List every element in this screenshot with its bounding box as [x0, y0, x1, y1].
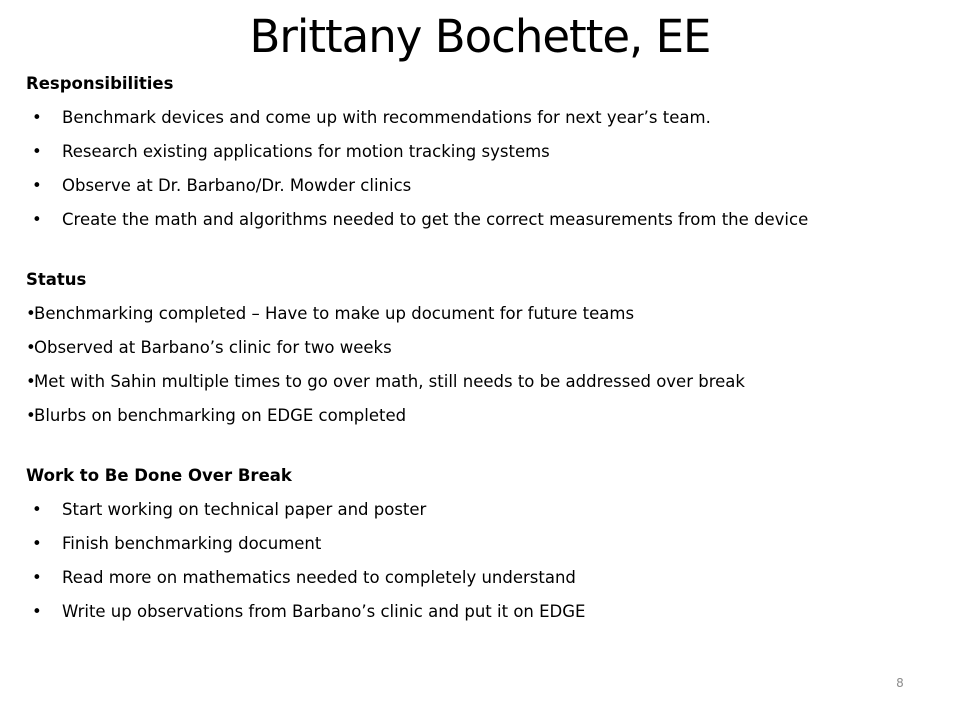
status-list	[26, 302, 906, 428]
slide-title: Brittany Bochette, EE	[249, 10, 711, 63]
slide-content	[26, 72, 906, 624]
bullet-icon: •	[32, 176, 42, 195]
bullet-icon: •	[32, 534, 42, 553]
list-item: • Finish benchmarking document	[26, 532, 906, 556]
spacer	[26, 232, 906, 268]
bullet-icon: •	[32, 568, 42, 587]
list-item: • Write up observations from Barbano’s clinic and put it on EDGE	[26, 600, 906, 624]
bullet-icon: •	[26, 304, 36, 323]
page-number: 8	[896, 676, 904, 690]
status-heading: Status	[26, 270, 87, 289]
bullet-icon: •	[26, 338, 36, 357]
list-item: • Benchmark devices and come up with recommendations for next year’s team.	[26, 106, 906, 130]
spacer	[26, 428, 906, 464]
bullet-icon: •	[32, 210, 42, 229]
bullet-icon: •	[32, 108, 42, 127]
work-over-break-heading: Work to Be Done Over Break	[26, 466, 292, 485]
list-item: • Observed at Barbano’s clinic for two weeks	[26, 336, 906, 360]
list-item: • Observe at Dr. Barbano/Dr. Mowder clinics	[26, 174, 906, 198]
work-over-break-list	[26, 498, 906, 624]
bullet-icon: •	[32, 142, 42, 161]
bullet-icon: •	[32, 602, 42, 621]
bullet-icon: •	[32, 500, 42, 519]
list-item: • Blurbs on benchmarking on EDGE completed	[26, 404, 906, 428]
responsibilities-heading: Responsibilities	[26, 74, 174, 93]
list-item: • Start working on technical paper and poster	[26, 498, 906, 522]
bullet-icon: •	[26, 372, 36, 391]
list-item: • Research existing applications for motion tracking systems	[26, 140, 906, 164]
list-item: • Met with Sahin multiple times to go over math, still needs to be addressed over break	[26, 370, 906, 394]
list-item: • Read more on mathematics needed to completely understand	[26, 566, 906, 590]
list-item: • Create the math and algorithms needed to get the correct measurements from the device	[26, 208, 906, 232]
bullet-icon: •	[26, 406, 36, 425]
responsibilities-list	[26, 106, 906, 232]
list-item: • Benchmarking completed – Have to make up document for future teams	[26, 302, 906, 326]
